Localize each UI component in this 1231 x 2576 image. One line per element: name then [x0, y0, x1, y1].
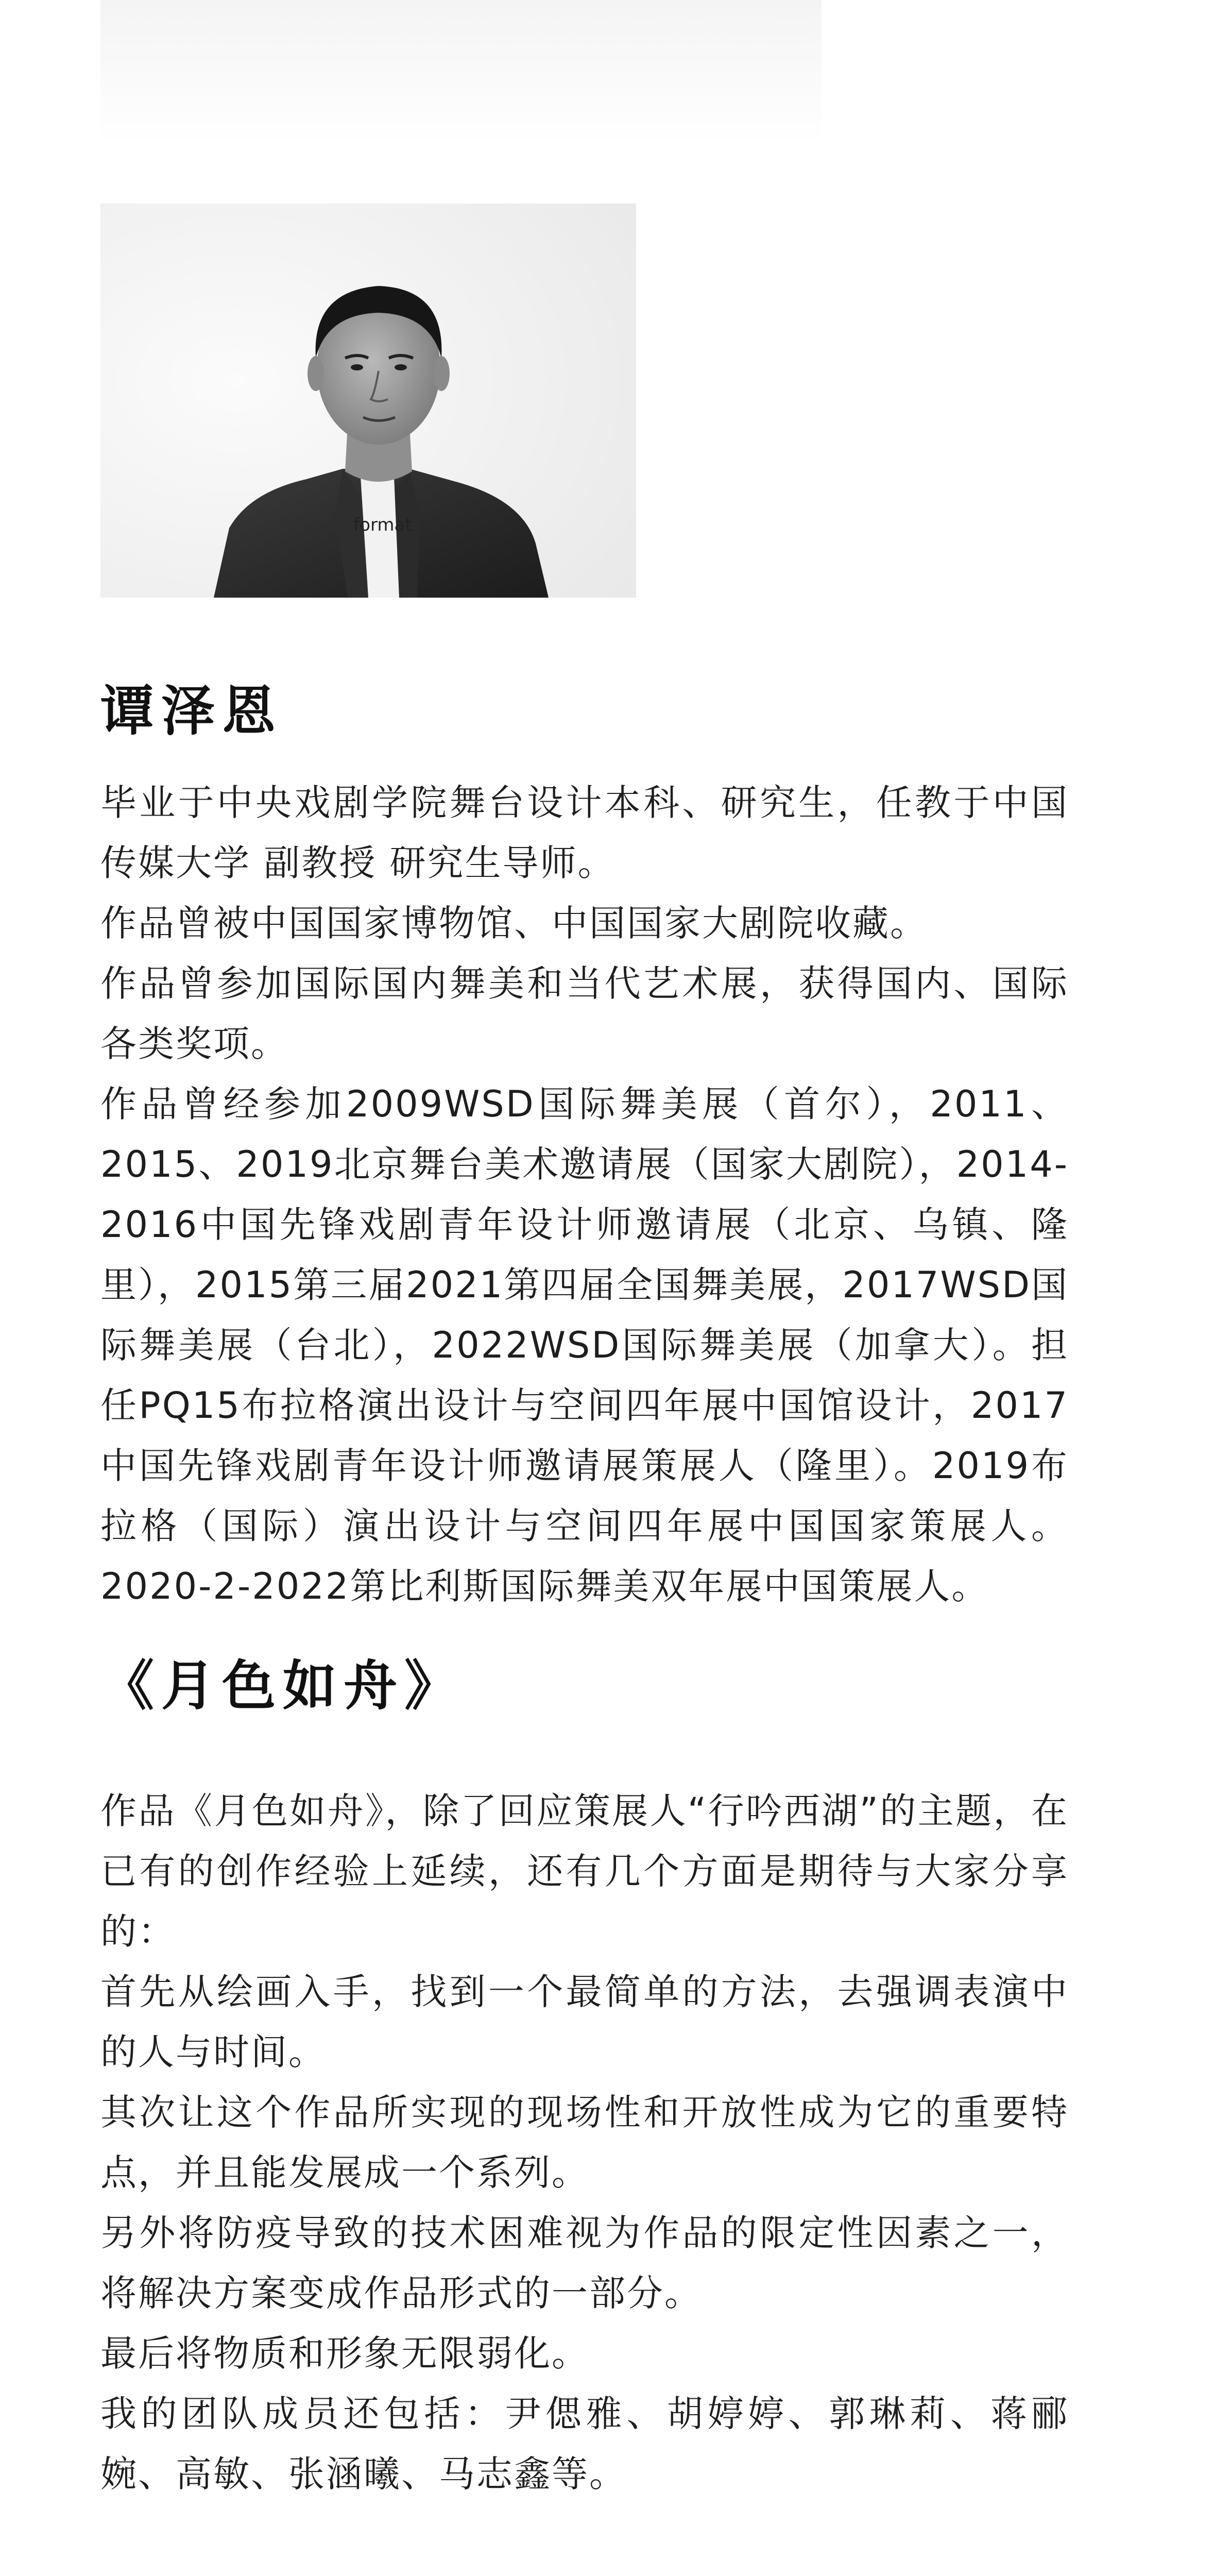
description-paragraph: 作品《月色如舟》，除了回应策展人“行吟西湖”的主题，在已有的创作经验上延续，还有几个方面是期待与大家分享的： — [100, 1790, 1069, 1953]
top-image-fade — [100, 0, 822, 144]
work-description — [100, 1781, 1069, 2504]
bio-paragraph: 作品曾参加国际国内舞美和当代艺术展，获得国内、国际各类奖项。 — [100, 962, 1069, 1065]
shirt-print: format — [353, 515, 412, 535]
description-paragraph: 最后将物质和形象无限弱化。 — [100, 2332, 589, 2375]
bio-paragraph: 毕业于中央戏剧学院舞台设计本科、研究生，任教于中国传媒大学 副教授 研究生导师。 — [100, 782, 1069, 884]
description-paragraph: 我的团队成员还包括：尹偲雅、胡婷婷、郭琳莉、蒋郦婉、高敏、张涵曦、马志鑫等。 — [100, 2393, 1069, 2495]
bio-paragraph: 作品曾经参加2009WSD国际舞美展（首尔），2011、2015、2019北京舞台美术邀请展（国家大剧院），2014-2016中国先锋戏剧青年设计师邀请展（北京、乌镇、隆里），2015第三届2021第四届全国舞美展，2017WSD国际舞美展（台北），2022WSD国际舞美展（加拿大）。担任PQ15布拉格演出设计与空间四年展中国馆设计，2017中国先锋戏剧青年设计师邀请展策展人（隆里）。2019布拉格（国际）演出设计与空间四年展中国国家策展人。2020-2-2022第比利斯国际舞美双年展中国策展人。 — [100, 1083, 1069, 1607]
portrait-photo — [100, 204, 636, 598]
description-paragraph: 首先从绘画入手，找到一个最简单的方法，去强调表演中的人与时间。 — [100, 1971, 1069, 2073]
description-paragraph: 其次让这个作品所实现的现场性和开放性成为它的重要特点，并且能发展成一个系列。 — [100, 2091, 1069, 2194]
bio-paragraph: 作品曾被中国国家博物馆、中国国家大剧院收藏。 — [100, 902, 928, 944]
description-paragraph: 另外将防疫导致的技术困难视为作品的限定性因素之一，将解决方案变成作品形式的一部分。 — [100, 2212, 1069, 2314]
designer-bio — [100, 773, 1069, 1617]
work-title: 《月色如舟》 — [100, 1654, 466, 1717]
designer-portrait — [100, 204, 636, 598]
designer-name: 谭泽恩 — [100, 680, 283, 742]
